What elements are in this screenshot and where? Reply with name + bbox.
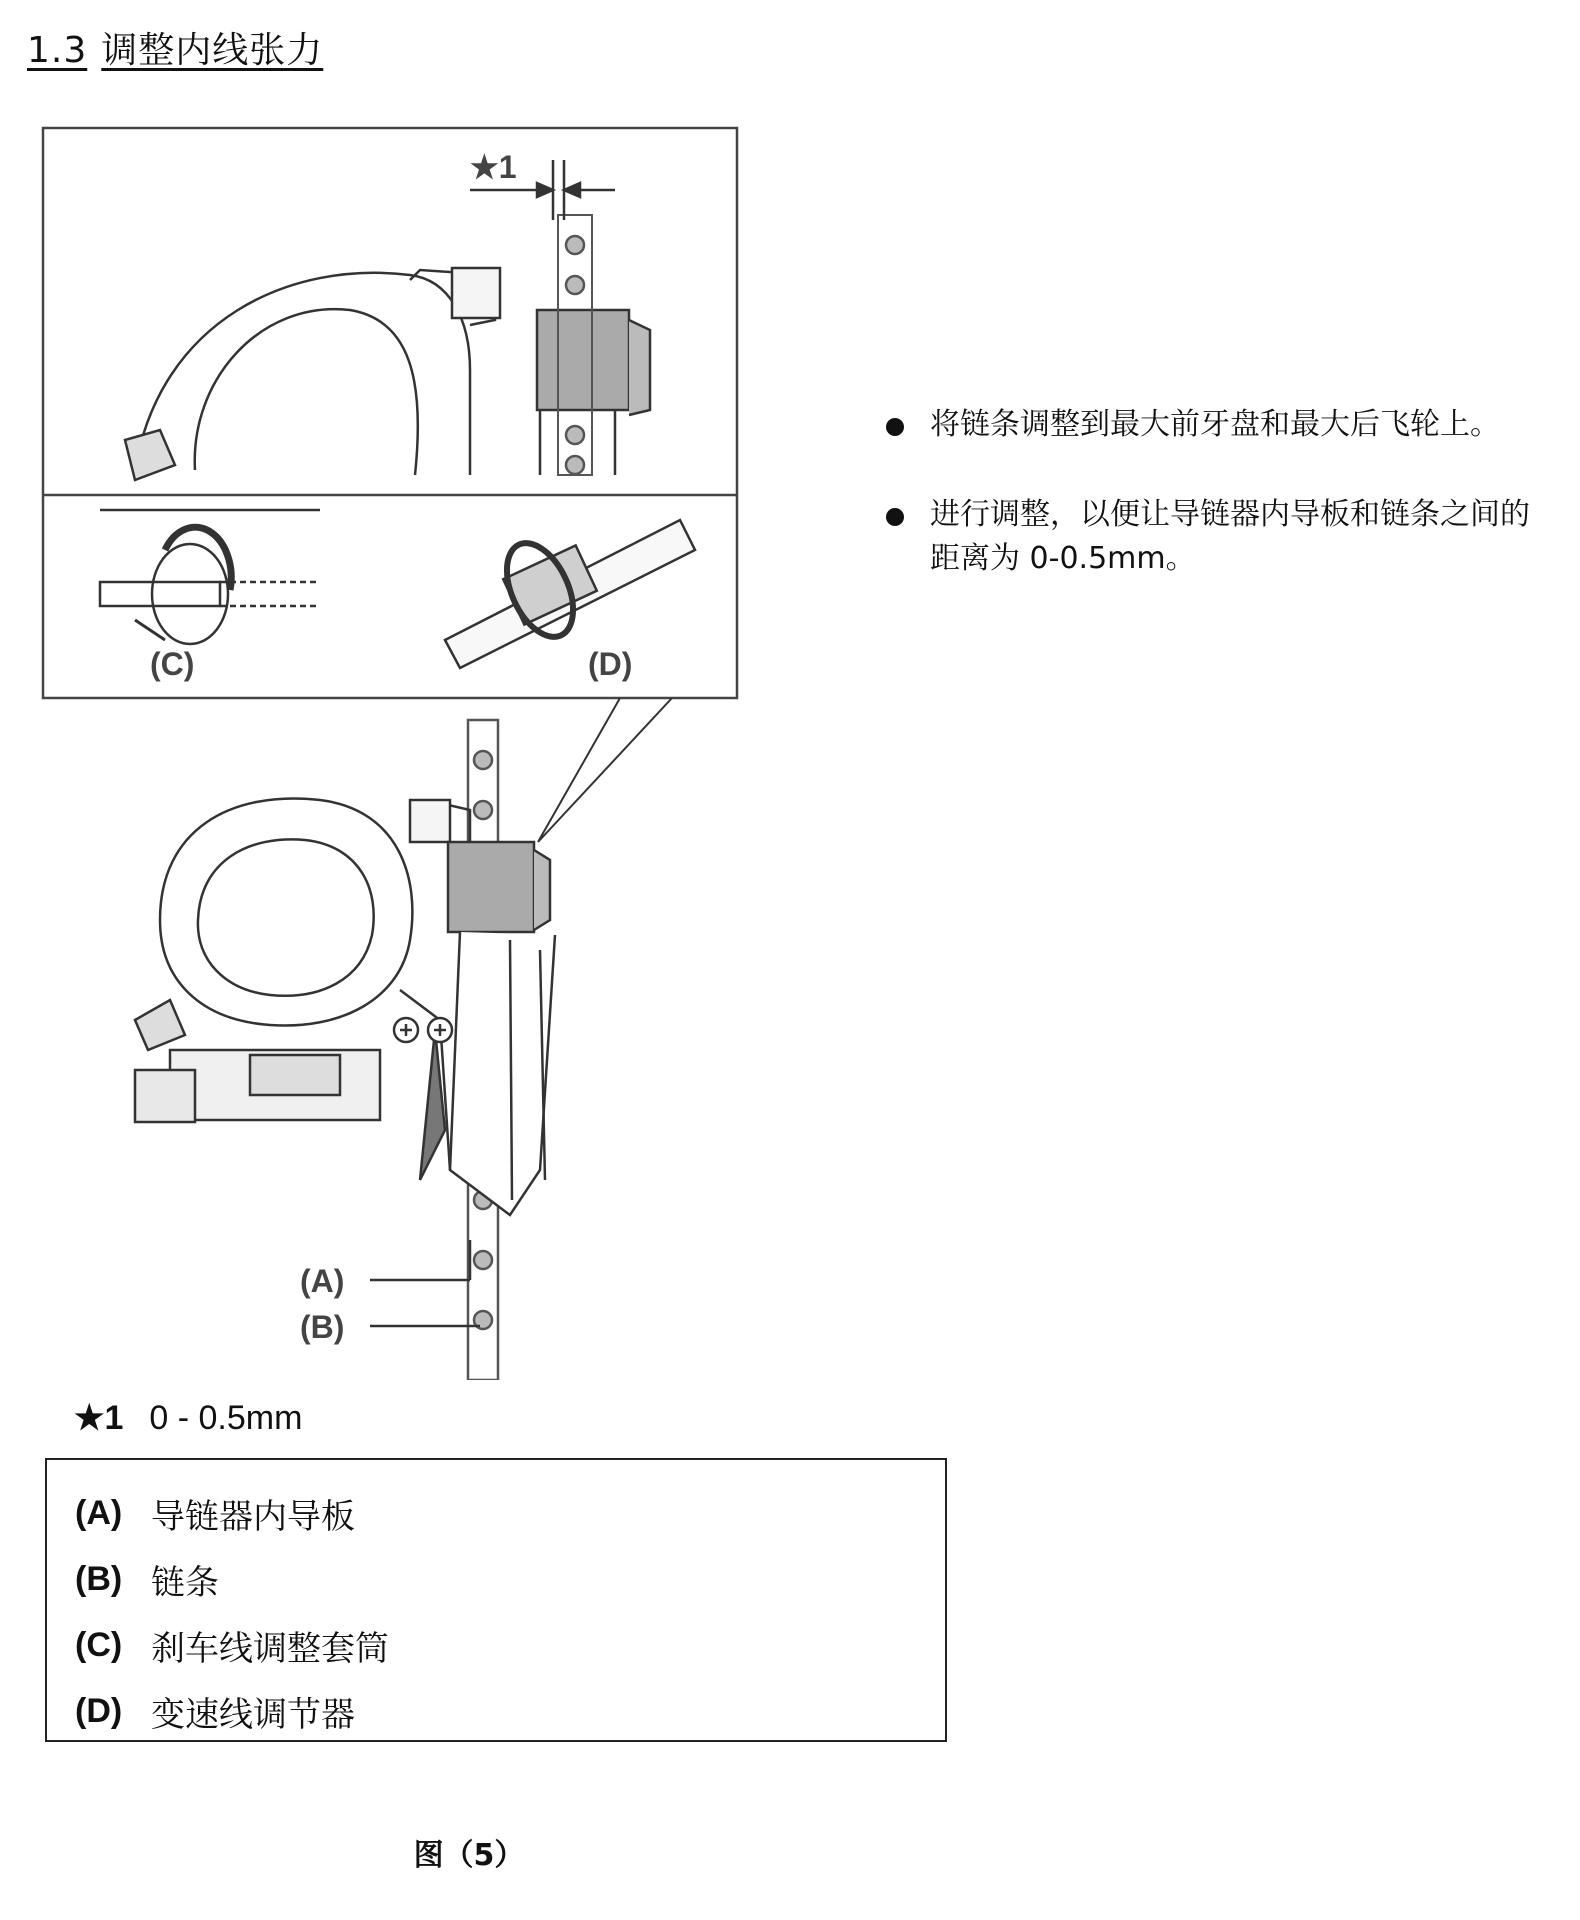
instruction-item: 进行调整，以便让导链器内导板和链条之间的距离为 0-0.5mm。 bbox=[886, 493, 1546, 581]
bullet-icon bbox=[886, 508, 904, 526]
callout-c: (C) bbox=[150, 646, 195, 682]
instruction-list bbox=[886, 403, 1546, 627]
legend-row: (B) 链条 bbox=[75, 1559, 219, 1603]
section-title-text: 调整内线张力 bbox=[101, 30, 324, 71]
parts-legend bbox=[45, 1458, 947, 1742]
dimension-label: ★1 bbox=[470, 149, 517, 185]
instruction-item: 将链条调整到最大前牙盘和最大后飞轮上。 bbox=[886, 403, 1546, 447]
front-derailleur-main-drawing bbox=[135, 720, 555, 1380]
callout-a: (A) bbox=[300, 1263, 345, 1299]
section-title bbox=[27, 22, 323, 73]
tolerance-ref: ★1 bbox=[74, 1399, 124, 1437]
legend-row: (D) 变速线调节器 bbox=[75, 1691, 355, 1735]
legend-row: (A) 导链器内导板 bbox=[75, 1493, 355, 1537]
bullet-icon bbox=[886, 418, 904, 436]
figure-caption: 图（5） bbox=[413, 1838, 525, 1873]
front-derailleur-illustration bbox=[40, 120, 760, 1380]
callout-b: (B) bbox=[300, 1309, 345, 1345]
tolerance-note bbox=[74, 1398, 302, 1438]
callout-d: (D) bbox=[588, 646, 633, 682]
legend-row: (C) 刹车线调整套筒 bbox=[75, 1625, 389, 1669]
section-number: 1.3 bbox=[27, 30, 88, 71]
tolerance-value: 0 - 0.5mm bbox=[149, 1399, 303, 1437]
